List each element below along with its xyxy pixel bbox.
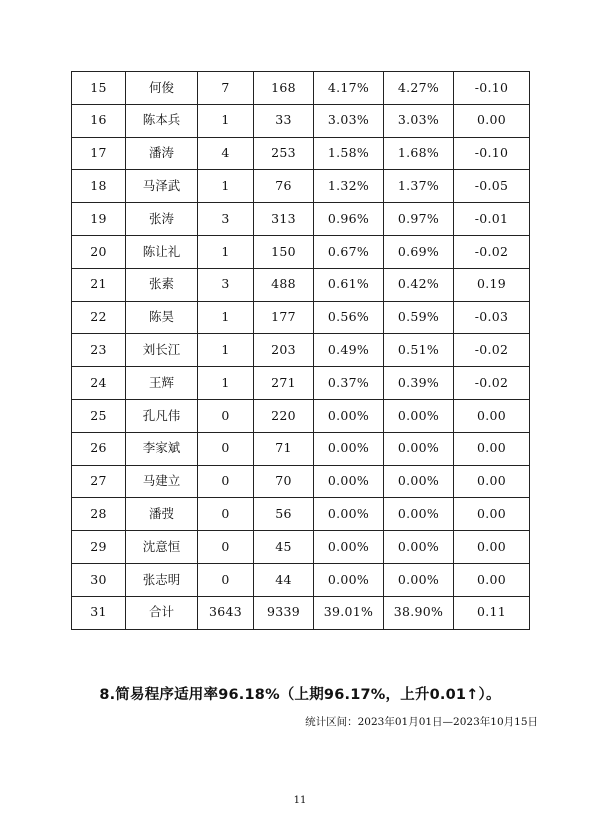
rank-cell: 16 [72,104,126,137]
change-cell: -0.03 [454,301,530,334]
rate-cell: 0.00% [314,498,384,531]
total-cell: 56 [254,498,314,531]
rank-cell: 22 [72,301,126,334]
name-cell: 张涛 [126,203,198,236]
name-cell: 张志明 [126,563,198,596]
rank-cell: 24 [72,367,126,400]
count-cell: 0 [198,399,254,432]
count-cell: 0 [198,498,254,531]
name-cell: 马建立 [126,465,198,498]
rate-cell: 0.00% [314,531,384,564]
table-row [72,596,530,629]
name-cell: 沈意恒 [126,531,198,564]
rate-cell: 0.49% [314,334,384,367]
change-cell: 0.00 [454,399,530,432]
name-cell: 潘涛 [126,137,198,170]
name-cell: 李家斌 [126,432,198,465]
table-row [72,432,530,465]
count-cell: 7 [198,72,254,105]
table-row [72,334,530,367]
previous-rate-cell: 0.00% [384,563,454,596]
total-cell: 177 [254,301,314,334]
previous-rate-cell: 1.68% [384,137,454,170]
name-cell: 陈让礼 [126,235,198,268]
change-cell: 0.00 [454,563,530,596]
previous-rate-cell: 3.03% [384,104,454,137]
count-cell: 0 [198,563,254,596]
rate-cell: 4.17% [314,72,384,105]
total-cell: 76 [254,170,314,203]
rate-cell: 3.03% [314,104,384,137]
name-cell: 王辉 [126,367,198,400]
statistics-period: 统计区间：2023年01月01日—2023年10月15日 [305,716,538,728]
count-cell: 0 [198,531,254,564]
change-cell: -0.02 [454,334,530,367]
count-cell: 0 [198,432,254,465]
change-cell: -0.02 [454,367,530,400]
total-cell: 313 [254,203,314,236]
table-row [72,563,530,596]
rank-cell: 30 [72,563,126,596]
table-row [72,465,530,498]
name-cell: 合计 [126,596,198,629]
previous-rate-cell: 0.97% [384,203,454,236]
table-row [72,104,530,137]
table-row [72,72,530,105]
rate-cell: 1.58% [314,137,384,170]
count-cell: 1 [198,170,254,203]
table-row [72,399,530,432]
previous-rate-cell: 0.42% [384,268,454,301]
table-row [72,137,530,170]
table-row [72,203,530,236]
change-cell: 0.00 [454,531,530,564]
change-cell: -0.01 [454,203,530,236]
count-cell: 0 [198,465,254,498]
total-cell: 253 [254,137,314,170]
name-cell: 何俊 [126,72,198,105]
count-cell: 1 [198,104,254,137]
count-cell: 3643 [198,596,254,629]
change-cell: 0.00 [454,104,530,137]
rate-cell: 0.67% [314,235,384,268]
change-cell: -0.10 [454,72,530,105]
total-cell: 150 [254,235,314,268]
name-cell: 孔凡伟 [126,399,198,432]
total-cell: 9339 [254,596,314,629]
change-cell: -0.10 [454,137,530,170]
previous-rate-cell: 0.39% [384,367,454,400]
page-number: 11 [293,795,307,806]
table-row [72,235,530,268]
change-cell: 0.00 [454,465,530,498]
previous-rate-cell: 0.69% [384,235,454,268]
rank-cell: 20 [72,235,126,268]
rank-cell: 31 [72,596,126,629]
rate-cell: 0.00% [314,399,384,432]
previous-rate-cell: 0.00% [384,531,454,564]
count-cell: 1 [198,235,254,268]
total-cell: 203 [254,334,314,367]
rate-cell: 0.56% [314,301,384,334]
name-cell: 刘长江 [126,334,198,367]
rank-cell: 25 [72,399,126,432]
rank-cell: 19 [72,203,126,236]
previous-rate-cell: 0.51% [384,334,454,367]
previous-rate-cell: 0.00% [384,399,454,432]
rate-cell: 0.61% [314,268,384,301]
table-row [72,301,530,334]
change-cell: 0.00 [454,498,530,531]
previous-rate-cell: 38.90% [384,596,454,629]
judge-rate-table [71,71,530,630]
rank-cell: 26 [72,432,126,465]
previous-rate-cell: 1.37% [384,170,454,203]
rank-cell: 18 [72,170,126,203]
rate-cell: 0.00% [314,465,384,498]
rank-cell: 21 [72,268,126,301]
previous-rate-cell: 0.59% [384,301,454,334]
change-cell: 0.19 [454,268,530,301]
previous-rate-cell: 0.00% [384,498,454,531]
table-row [72,268,530,301]
count-cell: 3 [198,203,254,236]
rate-cell: 0.00% [314,563,384,596]
total-cell: 168 [254,72,314,105]
name-cell: 陈昊 [126,301,198,334]
count-cell: 1 [198,334,254,367]
total-cell: 70 [254,465,314,498]
rate-cell: 0.96% [314,203,384,236]
rank-cell: 23 [72,334,126,367]
total-cell: 71 [254,432,314,465]
previous-rate-cell: 0.00% [384,432,454,465]
count-cell: 1 [198,367,254,400]
previous-rate-cell: 4.27% [384,72,454,105]
name-cell: 马泽武 [126,170,198,203]
name-cell: 陈本兵 [126,104,198,137]
change-cell: 0.00 [454,432,530,465]
total-cell: 488 [254,268,314,301]
section-heading: 8.简易程序适用率96.18%（上期96.17%，上升0.01↑）。 [99,687,501,703]
previous-rate-cell: 0.00% [384,465,454,498]
total-cell: 33 [254,104,314,137]
name-cell: 潘弢 [126,498,198,531]
total-cell: 45 [254,531,314,564]
count-cell: 3 [198,268,254,301]
rate-cell: 0.00% [314,432,384,465]
table-row [72,498,530,531]
total-cell: 44 [254,563,314,596]
change-cell: -0.05 [454,170,530,203]
table-row [72,367,530,400]
rate-cell: 39.01% [314,596,384,629]
count-cell: 4 [198,137,254,170]
total-cell: 271 [254,367,314,400]
change-cell: 0.11 [454,596,530,629]
rank-cell: 28 [72,498,126,531]
total-cell: 220 [254,399,314,432]
change-cell: -0.02 [454,235,530,268]
rank-cell: 15 [72,72,126,105]
name-cell: 张素 [126,268,198,301]
rank-cell: 17 [72,137,126,170]
count-cell: 1 [198,301,254,334]
rank-cell: 27 [72,465,126,498]
rate-cell: 0.37% [314,367,384,400]
rate-cell: 1.32% [314,170,384,203]
rank-cell: 29 [72,531,126,564]
table-row [72,170,530,203]
table-row [72,531,530,564]
